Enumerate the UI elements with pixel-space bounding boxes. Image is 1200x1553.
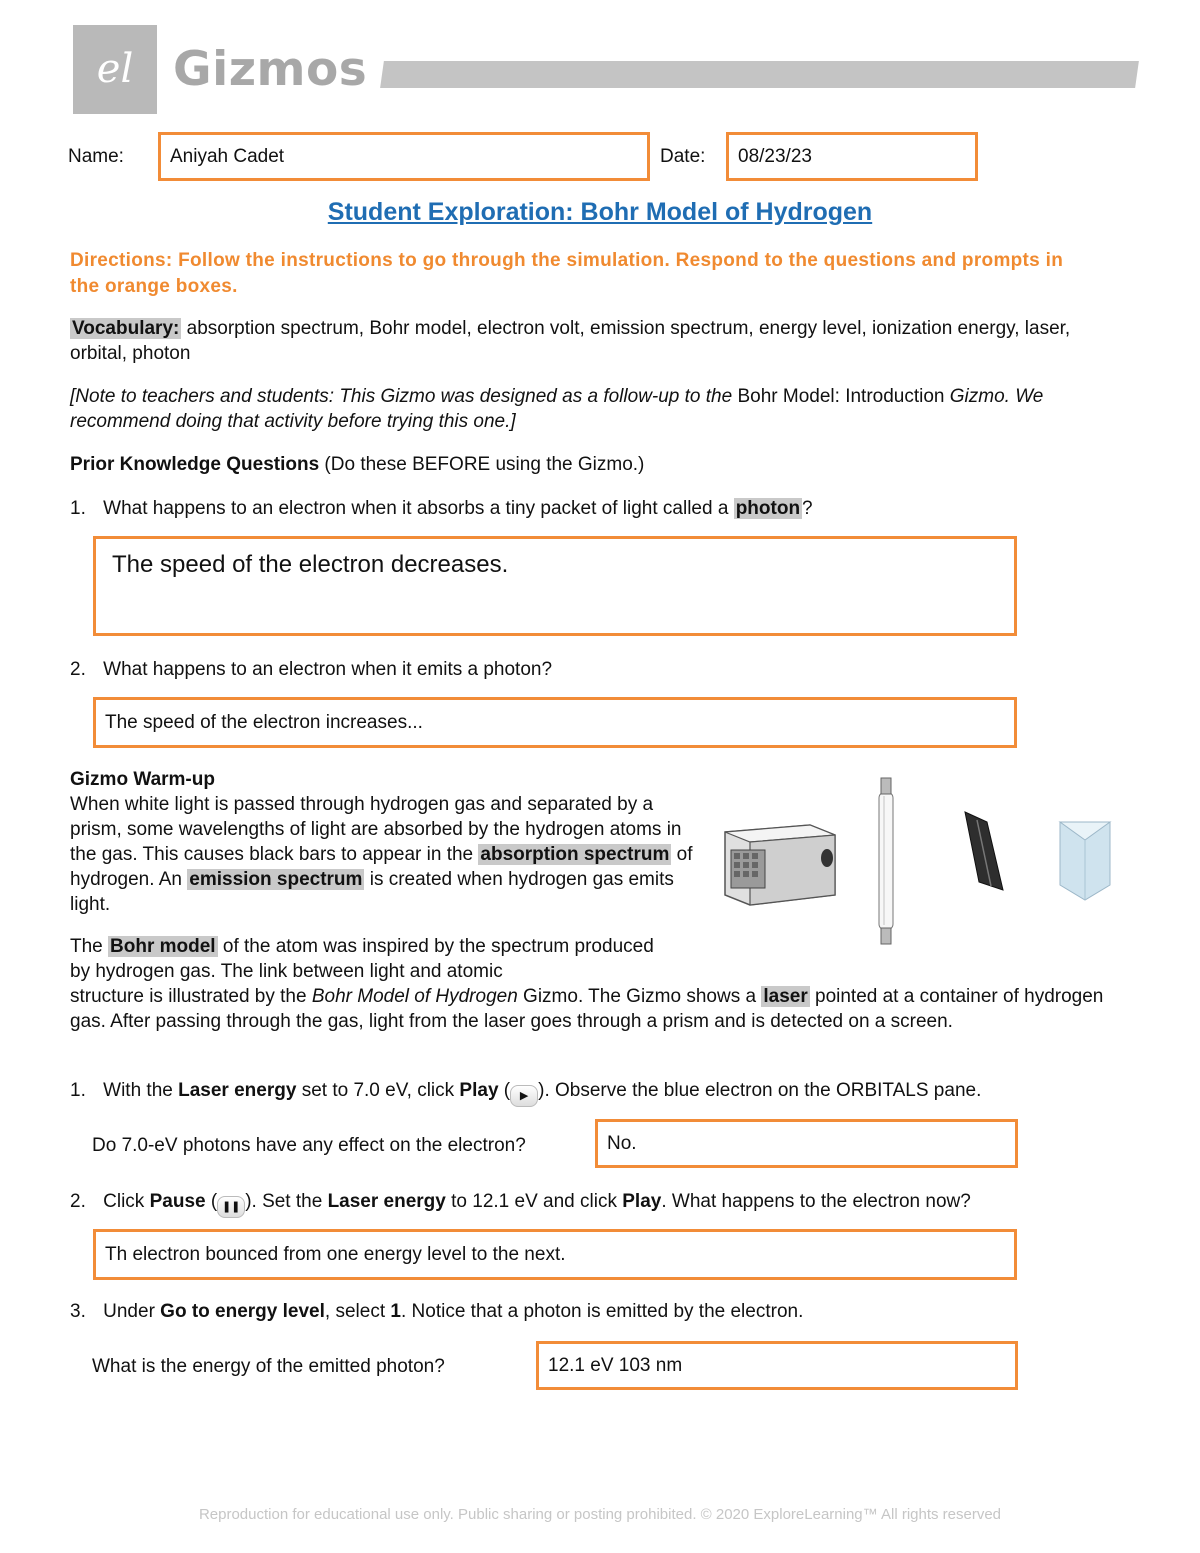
item3-answer[interactable]: 12.1 eV 103 nm <box>536 1341 1018 1390</box>
item1-a: With the <box>103 1080 179 1101</box>
name-label: Name: <box>68 146 124 167</box>
warmup-p2-a: The <box>70 936 109 957</box>
warmup-paragraph-1 <box>70 792 710 917</box>
warmup-p1-c: is created when hydrogen gas emits light. <box>70 869 674 915</box>
note-part3: Gizmo. We recommend doing that activity before trying this one.] <box>70 386 1044 432</box>
item3-a: Under <box>103 1301 161 1322</box>
play-button-icon: ▶ <box>510 1085 538 1107</box>
item1-c: set to 7.0 eV, click <box>296 1080 460 1101</box>
warmup-p2-italic: Bohr Model of Hydrogen <box>311 986 518 1007</box>
warmup-p1-b: of hydrogen. An <box>70 844 693 890</box>
item2-e: Laser energy <box>327 1191 446 1212</box>
teacher-note <box>70 384 1080 434</box>
warmup-item-3 <box>70 1299 1120 1324</box>
prior-knowledge-heading <box>70 452 1120 477</box>
term-emission-spectrum: emission spectrum <box>189 869 363 890</box>
warmup-item-1 <box>70 1078 1120 1107</box>
pk-q1-text: What happens to an electron when it absorbs a tiny packet of light called a <box>103 498 734 519</box>
directions: Directions: Follow the instructions to go through the simulation. Respond to the questions and prompts in the orange boxes. <box>70 250 1064 297</box>
pk-q1-term: photon <box>735 498 801 519</box>
item3-d: 1 <box>390 1301 401 1322</box>
date-field[interactable]: 08/23/23 <box>726 132 978 181</box>
item1-f: ). Observe the blue electron on the ORBITALS pane. <box>538 1080 982 1101</box>
header-bar <box>380 61 1139 88</box>
item2-a: Click <box>103 1191 150 1212</box>
laser-box-icon <box>725 825 835 905</box>
item3-e: . Notice that a photon is emitted by the electron. <box>400 1301 804 1322</box>
page-title: Student Exploration: Bohr Model of Hydrogen <box>327 198 873 226</box>
item1-e: ( <box>498 1080 511 1101</box>
term-bohr-model: Bohr model <box>110 936 216 957</box>
pk-answer-2[interactable]: The speed of the electron increases... <box>93 697 1017 748</box>
item1-b: Laser energy <box>178 1080 297 1101</box>
warmup-p2-b: of the atom was inspired by the spectrum produced by hydrogen gas. The link between light and atomic <box>70 936 654 982</box>
warmup-item-2 <box>70 1189 1120 1218</box>
prior-knowledge-title: Prior Knowledge Questions <box>70 454 320 475</box>
vocabulary-list: absorption spectrum, Bohr model, electron volt, emission spectrum, energy level, ionization energy, laser, orbital, photon <box>70 318 1071 364</box>
vocabulary <box>70 316 1120 366</box>
date-label: Date: <box>660 146 706 167</box>
name-field[interactable]: Aniyah Cadet <box>158 132 650 181</box>
copyright-footer: Reproduction for educational use only. Public sharing or posting prohibited. © 2020 ExploreLearning™ All rights reserved <box>198 1506 1002 1523</box>
warmup-paragraph-2b <box>70 984 1120 1034</box>
pk-q1-number: 1. <box>70 498 86 519</box>
item1-answer[interactable]: No. <box>595 1119 1018 1168</box>
prior-knowledge-sub: (Do these BEFORE using the Gizmo.) <box>319 454 645 475</box>
warmup-p2-d: Gizmo. The Gizmo shows a <box>517 986 762 1007</box>
item2-b: Pause <box>149 1191 206 1212</box>
note-part2: Bohr Model: Introduction <box>737 386 945 407</box>
pk-question-1 <box>70 496 1120 521</box>
note-part1: [Note to teachers and students: This Gizmo was designed as a follow-up to the <box>70 386 738 407</box>
pk-q2-number: 2. <box>70 659 86 680</box>
item3-prompt: What is the energy of the emitted photon? <box>92 1356 445 1377</box>
warmup-p1-a: When white light is passed through hydrogen gas and separated by a prism, some wavelengths of light are absorbed by the hydrogen atoms in the gas. This causes black bars to appear in the <box>70 794 682 865</box>
item2-h: . What happens to the electron now? <box>661 1191 971 1212</box>
item3-b: Go to energy level <box>160 1301 325 1322</box>
item1-d: Play <box>459 1080 499 1101</box>
item2-c: ( <box>205 1191 218 1212</box>
gizmo-apparatus-illustration <box>715 770 1125 955</box>
warmup-paragraph-2a <box>70 934 670 984</box>
item1-prompt: Do 7.0-eV photons have any effect on the electron? <box>92 1135 526 1156</box>
term-laser: laser <box>763 986 808 1007</box>
pk-question-2 <box>70 657 1120 682</box>
pk-q2-text: What happens to an electron when it emits a photon? <box>103 659 553 680</box>
explorelearning-logo: el <box>96 46 134 92</box>
pk-answer-1[interactable]: The speed of the electron decreases. <box>93 536 1017 636</box>
item2-d: ). Set the <box>245 1191 328 1212</box>
item2-number: 2. <box>70 1191 86 1212</box>
pause-button-icon: ❚❚ <box>217 1196 245 1218</box>
prism-icon <box>1060 822 1110 900</box>
item3-c: , select <box>324 1301 391 1322</box>
pk-q1-end: ? <box>802 498 813 519</box>
warmup-p2-c: structure is illustrated by the <box>70 986 312 1007</box>
warmup-p2-e: pointed at a container of hydrogen gas. After passing through the gas, light from the laser goes through a prism and is detected on a screen. <box>70 986 1104 1032</box>
screen-icon <box>965 812 1003 890</box>
item2-answer[interactable]: Th electron bounced from one energy level to the next. <box>93 1229 1017 1280</box>
item3-number: 3. <box>70 1301 86 1322</box>
vocabulary-label: Vocabulary: <box>72 318 180 339</box>
item2-f: to 12.1 eV and click <box>445 1191 623 1212</box>
item1-number: 1. <box>70 1080 86 1101</box>
term-absorption-spectrum: absorption spectrum <box>480 844 670 865</box>
item2-g: Play <box>622 1191 662 1212</box>
gas-tube-icon <box>879 778 893 944</box>
brand-name: Gizmos <box>173 42 368 97</box>
warmup-title: Gizmo Warm-up <box>70 769 215 790</box>
